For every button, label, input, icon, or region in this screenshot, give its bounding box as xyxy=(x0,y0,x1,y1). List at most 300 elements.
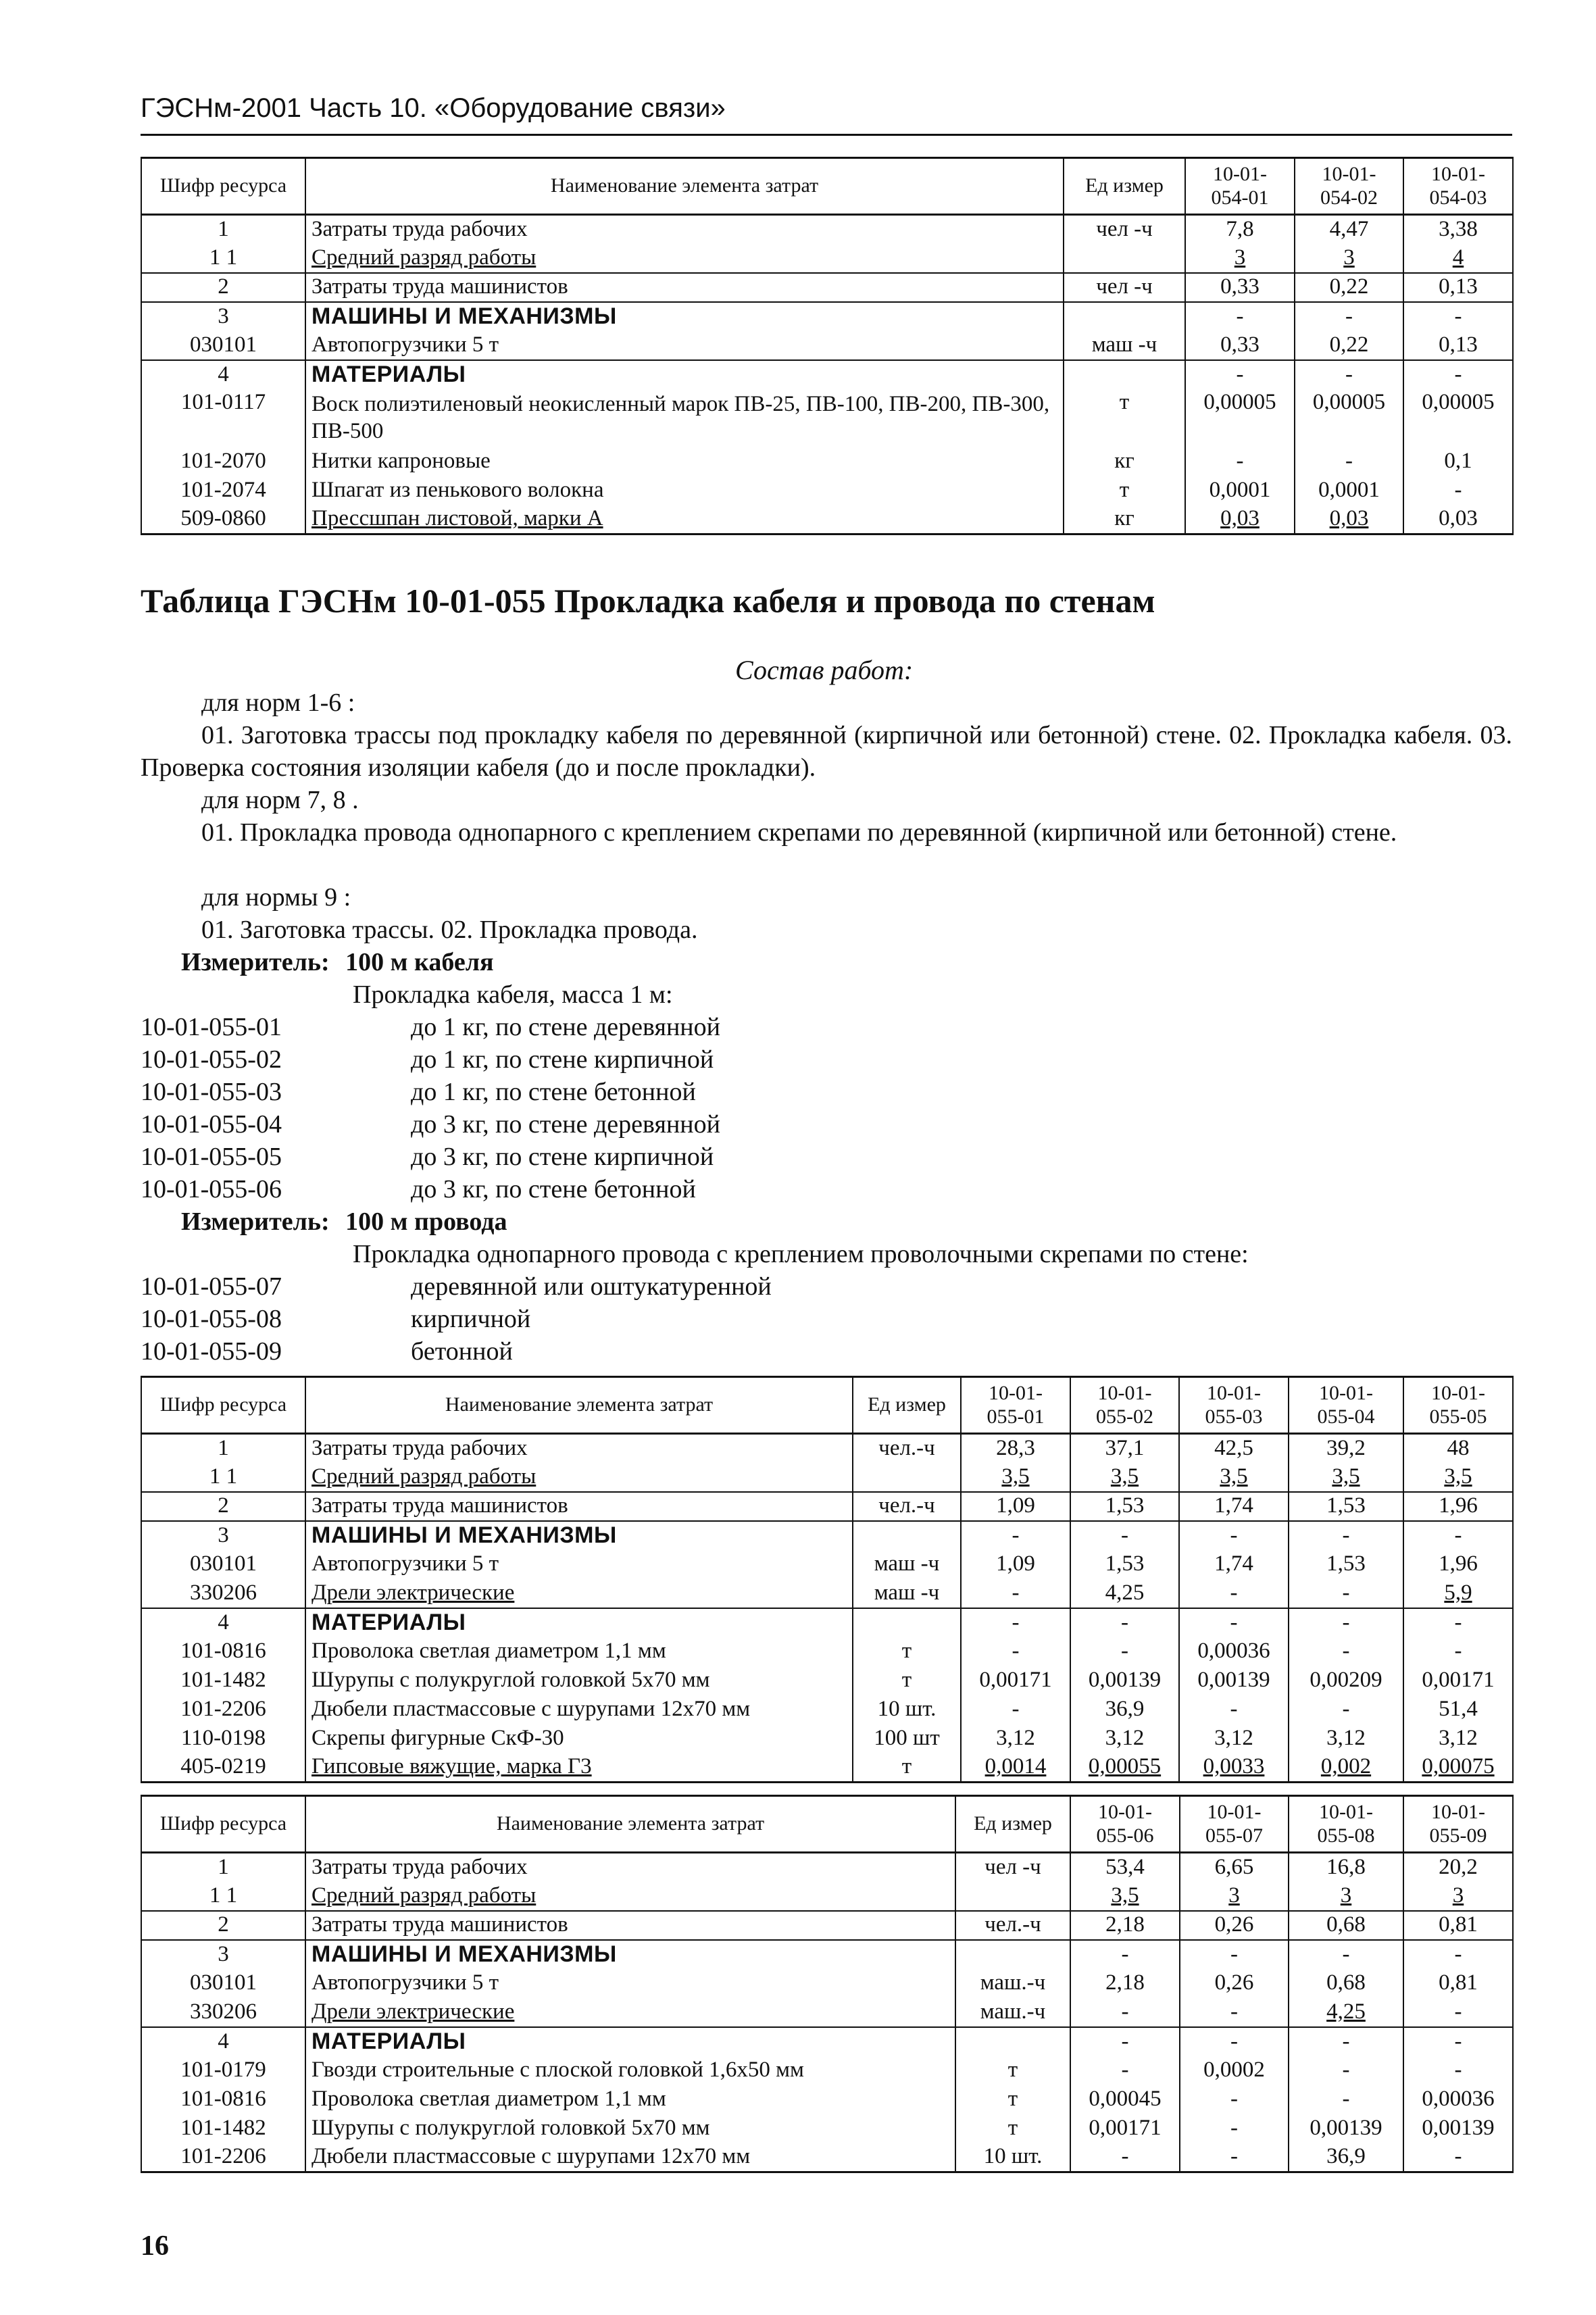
resource-table-054 xyxy=(141,157,1514,535)
col-header-norm: 10-01- 054-02 xyxy=(1295,158,1403,215)
section-name: МАТЕРИАЛЫ xyxy=(305,1608,853,1637)
resource-unit: чел.-ч xyxy=(853,1492,961,1521)
norm-value: 1,09 xyxy=(961,1492,1070,1521)
norm-value: - xyxy=(1403,1637,1513,1666)
norm-value: - xyxy=(1403,1608,1513,1637)
norm-text: до 1 кг, по стене деревянной xyxy=(411,1013,720,1041)
norm-value: 0,00045 xyxy=(1070,2085,1180,2114)
norm-value: 4,47 xyxy=(1295,215,1403,244)
resource-name: Нитки капроновые xyxy=(305,447,1064,476)
meter-1-description: Прокладка кабеля, масса 1 м: xyxy=(353,980,673,1009)
norm-value: - xyxy=(1289,1695,1403,1724)
header-rule xyxy=(141,134,1512,136)
resource-code: 101-0179 xyxy=(141,2056,305,2085)
resource-unit: т xyxy=(1064,389,1185,447)
norm-text: деревянной или оштукатуренной xyxy=(411,1272,772,1301)
resource-code: 110-0198 xyxy=(141,1724,305,1753)
norm-value: - xyxy=(961,1579,1070,1608)
resource-code: 2 xyxy=(141,1911,305,1940)
section-name: МАТЕРИАЛЫ xyxy=(305,360,1064,389)
resource-unit: 10 шт. xyxy=(853,1695,961,1724)
resource-unit: чел -ч xyxy=(1064,273,1185,302)
norm-code: 10-01-055-04 xyxy=(141,1110,282,1139)
norm-value: 0,0001 xyxy=(1295,476,1403,505)
resource-code: 3 xyxy=(141,1940,305,1969)
norm-value: - xyxy=(1295,447,1403,476)
norm-value: 0,00209 xyxy=(1289,1666,1403,1695)
resource-name: Затраты труда машинистов xyxy=(305,1911,955,1940)
section-name: МАТЕРИАЛЫ xyxy=(305,2027,955,2056)
norm-value: - xyxy=(961,1608,1070,1637)
norm-value: - xyxy=(1403,1940,1513,1969)
norm-value: - xyxy=(1295,360,1403,389)
work-composition-9: 01. Заготовка трассы. 02. Прокладка провода. xyxy=(201,916,698,944)
col-header-norm: 10-01- 055-09 xyxy=(1403,1796,1513,1853)
resource-name: Затраты труда рабочих xyxy=(305,1853,955,1882)
norm-value: 3,12 xyxy=(1289,1724,1403,1753)
norm-value: 3,5 xyxy=(1070,1882,1180,1911)
meter-1 xyxy=(181,946,494,978)
norm-value: 0,13 xyxy=(1403,331,1513,360)
norm-value: 1,53 xyxy=(1289,1492,1403,1521)
norm-value: 28,3 xyxy=(961,1434,1070,1463)
resource-code: 030101 xyxy=(141,331,305,360)
resource-code: 101-1482 xyxy=(141,2114,305,2143)
norm-value: 1,53 xyxy=(1289,1550,1403,1579)
resource-name: Затраты труда машинистов xyxy=(305,273,1064,302)
norm-value: 0,00171 xyxy=(1070,2114,1180,2143)
norm-item xyxy=(141,1043,720,1076)
norm-value: - xyxy=(1180,2143,1289,2172)
norm-value: 3,5 xyxy=(1070,1463,1179,1492)
norm-code: 10-01-055-07 xyxy=(141,1272,282,1301)
resource-unit xyxy=(955,1882,1070,1911)
norm-value: 39,2 xyxy=(1289,1434,1403,1463)
norm-text: до 3 кг, по стене деревянной xyxy=(411,1110,720,1139)
norm-value: 0,0001 xyxy=(1185,476,1295,505)
resource-unit: чел -ч xyxy=(1064,215,1185,244)
resource-unit xyxy=(853,1521,961,1550)
resource-code: 101-0816 xyxy=(141,1637,305,1666)
resource-unit xyxy=(1064,302,1185,331)
meter-value: 100 м провода xyxy=(345,1208,507,1236)
norm-value: - xyxy=(1289,1637,1403,1666)
resource-unit xyxy=(853,1608,961,1637)
norm-value: - xyxy=(1289,1521,1403,1550)
resource-unit: т xyxy=(955,2114,1070,2143)
resource-code: 4 xyxy=(141,2027,305,2056)
col-header-norm: 10-01- 055-07 xyxy=(1180,1796,1289,1853)
norm-value: - xyxy=(1070,1998,1180,2027)
norm-value: - xyxy=(1289,2085,1403,2114)
norm-value: 0,002 xyxy=(1289,1753,1403,1783)
meter-value: 100 м кабеля xyxy=(345,948,494,976)
norm-value: 3 xyxy=(1289,1882,1403,1911)
resource-unit: т xyxy=(853,1753,961,1783)
norm-value: 0,00139 xyxy=(1403,2114,1513,2143)
resource-unit: чел -ч xyxy=(955,1853,1070,1882)
norm-value: 16,8 xyxy=(1289,1853,1403,1882)
resource-table-055-b xyxy=(141,1795,1514,2173)
norm-value: 0,13 xyxy=(1403,273,1513,302)
norm-code: 10-01-055-09 xyxy=(141,1337,282,1366)
work-composition-1-6: 01. Заготовка трассы под прокладку кабеля по деревянной (кирпичной или бетонной) стене. 02. Прокладка кабеля. 03. Проверка состояния изоляции кабеля (до и после прокладки). xyxy=(141,721,1512,782)
norm-item xyxy=(141,1270,772,1303)
norm-value: 3,5 xyxy=(1179,1463,1289,1492)
norm-text: до 1 кг, по стене бетонной xyxy=(411,1078,696,1106)
norm-value: - xyxy=(1179,1608,1289,1637)
norm-value: - xyxy=(1179,1579,1289,1608)
norm-value: - xyxy=(1070,1608,1179,1637)
resource-name: Средний разряд работы xyxy=(305,244,1064,273)
norm-value: 0,00075 xyxy=(1403,1753,1513,1783)
col-header-norm: 10-01- 055-06 xyxy=(1070,1796,1180,1853)
resource-name: Скрепы фигурные СкФ-30 xyxy=(305,1724,853,1753)
norms-7-8-label: для норм 7, 8 . xyxy=(201,786,359,814)
norm-value: 3,38 xyxy=(1403,215,1513,244)
norm-value: 3 xyxy=(1180,1882,1289,1911)
resource-unit: т xyxy=(955,2056,1070,2085)
norm-value: 0,33 xyxy=(1185,273,1295,302)
norm-value: 0,0033 xyxy=(1179,1753,1289,1783)
col-header-name: Наименование элемента затрат xyxy=(305,1377,853,1434)
composition-heading: Состав работ: xyxy=(735,655,914,685)
resource-name: Проволока светлая диаметром 1,1 мм xyxy=(305,1637,853,1666)
resource-code: 030101 xyxy=(141,1550,305,1579)
norm-value: 0,00036 xyxy=(1179,1637,1289,1666)
norm-value: 3,5 xyxy=(961,1463,1070,1492)
resource-code: 3 xyxy=(141,1521,305,1550)
norm-value: - xyxy=(1070,1637,1179,1666)
resource-code: 509-0860 xyxy=(141,505,305,534)
col-header-norm: 10-01- 055-05 xyxy=(1403,1377,1513,1434)
norm-value: 3,12 xyxy=(1179,1724,1289,1753)
norm-value: 1,74 xyxy=(1179,1492,1289,1521)
norm-value: 0,68 xyxy=(1289,1969,1403,1998)
norm-value: 0,81 xyxy=(1403,1911,1513,1940)
norm-value: 36,9 xyxy=(1070,1695,1179,1724)
norm-value: 0,00139 xyxy=(1070,1666,1179,1695)
norm-value: - xyxy=(1180,1940,1289,1969)
norm-value: 1,96 xyxy=(1403,1492,1513,1521)
norm-value: 0,03 xyxy=(1403,505,1513,534)
page-header: ГЭСНм-2001 Часть 10. «Оборудование связи» xyxy=(141,93,726,123)
norm-value: 0,00055 xyxy=(1070,1753,1179,1783)
norm-value: - xyxy=(1403,1998,1513,2027)
norm-value: - xyxy=(961,1695,1070,1724)
norm-value: - xyxy=(1185,302,1295,331)
resource-name: Проволока светлая диаметром 1,1 мм xyxy=(305,2085,955,2114)
resource-name: Гипсовые вяжущие, марка Г3 xyxy=(305,1753,853,1783)
resource-unit: т xyxy=(1064,476,1185,505)
resource-name: Шурупы с полукруглой головкой 5х70 мм xyxy=(305,2114,955,2143)
resource-name: Автопогрузчики 5 т xyxy=(305,1550,853,1579)
resource-name: Шпагат из пенькового волокна xyxy=(305,476,1064,505)
resource-unit: маш.-ч xyxy=(955,1969,1070,1998)
resource-unit: маш -ч xyxy=(1064,331,1185,360)
norm-value: 0,22 xyxy=(1295,273,1403,302)
norm-value: 3 xyxy=(1295,244,1403,273)
resource-unit: кг xyxy=(1064,505,1185,534)
norm-value: - xyxy=(1070,1940,1180,1969)
resource-code: 4 xyxy=(141,1608,305,1637)
resource-code: 1 1 xyxy=(141,1882,305,1911)
norm-code: 10-01-055-05 xyxy=(141,1143,282,1171)
resource-unit: кг xyxy=(1064,447,1185,476)
norm-value: - xyxy=(1185,360,1295,389)
norm-value: 3,5 xyxy=(1403,1463,1513,1492)
norm-text: до 1 кг, по стене кирпичной xyxy=(411,1045,714,1074)
resource-code: 1 xyxy=(141,215,305,244)
norm-item xyxy=(141,1303,772,1335)
norm-value: 4 xyxy=(1403,244,1513,273)
resource-unit: т xyxy=(853,1637,961,1666)
resource-code: 330206 xyxy=(141,1998,305,2027)
norm-value: - xyxy=(1070,2056,1180,2085)
norm-value: - xyxy=(1289,1940,1403,1969)
norm-value: 0,0002 xyxy=(1180,2056,1289,2085)
norm-item xyxy=(141,1335,772,1368)
norm-value: 2,18 xyxy=(1070,1969,1180,1998)
norm-value: - xyxy=(1289,1579,1403,1608)
resource-code: 3 xyxy=(141,302,305,331)
resource-name: Дюбели пластмассовые с шурупами 12х70 мм xyxy=(305,1695,853,1724)
norm-value: - xyxy=(1403,360,1513,389)
norm-value: 36,9 xyxy=(1289,2143,1403,2172)
resource-code: 1 1 xyxy=(141,244,305,273)
resource-unit xyxy=(853,1463,961,1492)
meter-2-description: Прокладка однопарного провода с креплением проволочными скрепами по стене: xyxy=(353,1240,1249,1268)
norm-value: 0,03 xyxy=(1295,505,1403,534)
work-composition-7-8: 01. Прокладка провода однопарного с креплением скрепами по деревянной (кирпичной или бетонной) стене. xyxy=(201,818,1397,847)
norm-value: 1,74 xyxy=(1179,1550,1289,1579)
col-header-norm: 10-01- 054-03 xyxy=(1403,158,1513,215)
resource-unit: 100 шт xyxy=(853,1724,961,1753)
resource-name: Затраты труда машинистов xyxy=(305,1492,853,1521)
norm-item xyxy=(141,1076,720,1108)
norm-value: 0,81 xyxy=(1403,1969,1513,1998)
resource-code: 030101 xyxy=(141,1969,305,1998)
norm-value: 0,00036 xyxy=(1403,2085,1513,2114)
resource-code: 101-1482 xyxy=(141,1666,305,1695)
norms-1-6-label: для норм 1-6 : xyxy=(201,689,355,717)
norm-item xyxy=(141,1108,720,1141)
norm-value: - xyxy=(961,1637,1070,1666)
norm-text: до 3 кг, по стене бетонной xyxy=(411,1175,696,1203)
norm-value: 0,00139 xyxy=(1289,2114,1403,2143)
resource-unit: маш -ч xyxy=(853,1579,961,1608)
section-name: МАШИНЫ И МЕХАНИЗМЫ xyxy=(305,1521,853,1550)
norm-value: - xyxy=(1289,2027,1403,2056)
meter-label: Измеритель: xyxy=(181,1208,330,1236)
resource-code: 101-0117 xyxy=(141,389,305,447)
norm-value: 0,00005 xyxy=(1295,389,1403,447)
resource-unit xyxy=(955,2027,1070,2056)
resource-name: Затраты труда рабочих xyxy=(305,215,1064,244)
resource-name: Средний разряд работы xyxy=(305,1882,955,1911)
resource-unit: 10 шт. xyxy=(955,2143,1070,2172)
norm-value: 0,26 xyxy=(1180,1911,1289,1940)
col-header-code: Шифр ресурса xyxy=(141,1377,305,1434)
norm-code: 10-01-055-02 xyxy=(141,1045,282,1074)
norm-value: - xyxy=(1403,2143,1513,2172)
norm-value: - xyxy=(1289,1608,1403,1637)
norm-value: 4,25 xyxy=(1289,1998,1403,2027)
norm-value: - xyxy=(1180,2114,1289,2143)
norm-value: - xyxy=(1180,2027,1289,2056)
resource-code: 405-0219 xyxy=(141,1753,305,1783)
resource-code: 101-0816 xyxy=(141,2085,305,2114)
col-header-unit: Ед измер xyxy=(955,1796,1070,1853)
resource-unit: маш -ч xyxy=(853,1550,961,1579)
resource-unit: чел.-ч xyxy=(853,1434,961,1463)
norm-text: до 3 кг, по стене кирпичной xyxy=(411,1143,714,1171)
norm-value: - xyxy=(1403,302,1513,331)
norm-value: - xyxy=(1179,1695,1289,1724)
norm-value: 3,12 xyxy=(961,1724,1070,1753)
resource-code: 101-2206 xyxy=(141,1695,305,1724)
norm-value: 3,12 xyxy=(1070,1724,1179,1753)
norm-value: - xyxy=(1185,447,1295,476)
resource-code: 2 xyxy=(141,1492,305,1521)
resource-code: 101-2074 xyxy=(141,476,305,505)
section-name: МАШИНЫ И МЕХАНИЗМЫ xyxy=(305,302,1064,331)
meter-2 xyxy=(181,1205,507,1238)
col-header-name: Наименование элемента затрат xyxy=(305,1796,955,1853)
resource-code: 1 xyxy=(141,1853,305,1882)
resource-table-055-a xyxy=(141,1376,1514,1783)
norm-value: 0,00139 xyxy=(1179,1666,1289,1695)
resource-code: 101-2070 xyxy=(141,447,305,476)
norm-value: 42,5 xyxy=(1179,1434,1289,1463)
norm-code: 10-01-055-03 xyxy=(141,1078,282,1106)
norm-value: 2,18 xyxy=(1070,1911,1180,1940)
col-header-code: Шифр ресурса xyxy=(141,1796,305,1853)
resource-name: Средний разряд работы xyxy=(305,1463,853,1492)
norm-value: - xyxy=(1295,302,1403,331)
page-number: 16 xyxy=(141,2231,169,2262)
norm-value: 0,00171 xyxy=(961,1666,1070,1695)
norm-list-2 xyxy=(141,1270,772,1368)
resource-unit xyxy=(1064,360,1185,389)
norm-value: - xyxy=(1403,1521,1513,1550)
col-header-unit: Ед измер xyxy=(853,1377,961,1434)
norm-value: 37,1 xyxy=(1070,1434,1179,1463)
norm-value: 0,00005 xyxy=(1403,389,1513,447)
norm-text: бетонной xyxy=(411,1337,513,1366)
resource-name: Дрели электрические xyxy=(305,1998,955,2027)
norm-value: - xyxy=(1179,1521,1289,1550)
resource-unit xyxy=(1064,244,1185,273)
resource-name: Шурупы с полукруглой головкой 5х70 мм xyxy=(305,1666,853,1695)
norm-value: 0,00171 xyxy=(1403,1666,1513,1695)
norm-value: 0,68 xyxy=(1289,1911,1403,1940)
norm-value: 1,53 xyxy=(1070,1492,1179,1521)
norm-list-1 xyxy=(141,1011,720,1205)
col-header-name: Наименование элемента затрат xyxy=(305,158,1064,215)
norm-value: 0,00005 xyxy=(1185,389,1295,447)
norm-value: - xyxy=(1289,2056,1403,2085)
col-header-norm: 10-01- 054-01 xyxy=(1185,158,1295,215)
resource-unit: чел.-ч xyxy=(955,1911,1070,1940)
col-header-norm: 10-01- 055-04 xyxy=(1289,1377,1403,1434)
norm-code: 10-01-055-06 xyxy=(141,1175,282,1203)
norm-value: 3 xyxy=(1185,244,1295,273)
norm-value: 0,0014 xyxy=(961,1753,1070,1783)
norm-value: - xyxy=(1403,2027,1513,2056)
resource-code: 1 1 xyxy=(141,1463,305,1492)
resource-unit: т xyxy=(955,2085,1070,2114)
norm-value: 51,4 xyxy=(1403,1695,1513,1724)
col-header-norm: 10-01- 055-02 xyxy=(1070,1377,1179,1434)
resource-name: Автопогрузчики 5 т xyxy=(305,331,1064,360)
norm-value: 4,25 xyxy=(1070,1579,1179,1608)
norm-code: 10-01-055-01 xyxy=(141,1013,282,1041)
norm-value: 0,22 xyxy=(1295,331,1403,360)
norm-value: 0,1 xyxy=(1403,447,1513,476)
norm-value: 1,96 xyxy=(1403,1550,1513,1579)
col-header-norm: 10-01- 055-01 xyxy=(961,1377,1070,1434)
table-title: Таблица ГЭСНм 10-01-055 Прокладка кабеля и провода по стенам xyxy=(141,582,1155,620)
resource-name: Дюбели пластмассовые с шурупами 12х70 мм xyxy=(305,2143,955,2172)
norm-item xyxy=(141,1011,720,1043)
resource-name: Прессшпан листовой, марки А xyxy=(305,505,1064,534)
norm-value: - xyxy=(1070,2143,1180,2172)
resource-unit xyxy=(955,1940,1070,1969)
resource-unit: маш.-ч xyxy=(955,1998,1070,2027)
norm-value: 48 xyxy=(1403,1434,1513,1463)
resource-code: 4 xyxy=(141,360,305,389)
resource-name: Дрели электрические xyxy=(305,1579,853,1608)
norm-value: 3,12 xyxy=(1403,1724,1513,1753)
norm-value: - xyxy=(1180,2085,1289,2114)
meter-label: Измеритель: xyxy=(181,948,330,976)
resource-code: 101-2206 xyxy=(141,2143,305,2172)
norm-value: 53,4 xyxy=(1070,1853,1180,1882)
resource-code: 330206 xyxy=(141,1579,305,1608)
norm-9-label: для нормы 9 : xyxy=(201,883,351,912)
resource-name: Гвозди строительные с плоской головкой 1,6х50 мм xyxy=(305,2056,955,2085)
norm-value: 7,8 xyxy=(1185,215,1295,244)
norm-value: - xyxy=(1070,1521,1179,1550)
norm-text: кирпичной xyxy=(411,1305,531,1333)
resource-code: 2 xyxy=(141,273,305,302)
col-header-norm: 10-01- 055-03 xyxy=(1179,1377,1289,1434)
resource-unit: т xyxy=(853,1666,961,1695)
norm-value: - xyxy=(1403,476,1513,505)
norm-value: 0,33 xyxy=(1185,331,1295,360)
norm-item xyxy=(141,1173,720,1205)
norm-value: 1,53 xyxy=(1070,1550,1179,1579)
resource-name: Автопогрузчики 5 т xyxy=(305,1969,955,1998)
norm-value: 20,2 xyxy=(1403,1853,1513,1882)
col-header-code: Шифр ресурса xyxy=(141,158,305,215)
col-header-unit: Ед измер xyxy=(1064,158,1185,215)
norm-value: 0,26 xyxy=(1180,1969,1289,1998)
norm-code: 10-01-055-08 xyxy=(141,1305,282,1333)
norm-value: 0,03 xyxy=(1185,505,1295,534)
norm-value: 5,9 xyxy=(1403,1579,1513,1608)
resource-code: 1 xyxy=(141,1434,305,1463)
norm-value: - xyxy=(1070,2027,1180,2056)
norm-value: 3 xyxy=(1403,1882,1513,1911)
section-name: МАШИНЫ И МЕХАНИЗМЫ xyxy=(305,1940,955,1969)
norm-value: - xyxy=(961,1521,1070,1550)
norm-value: - xyxy=(1180,1998,1289,2027)
norm-value: - xyxy=(1403,2056,1513,2085)
resource-name: Затраты труда рабочих xyxy=(305,1434,853,1463)
norm-item xyxy=(141,1141,720,1173)
